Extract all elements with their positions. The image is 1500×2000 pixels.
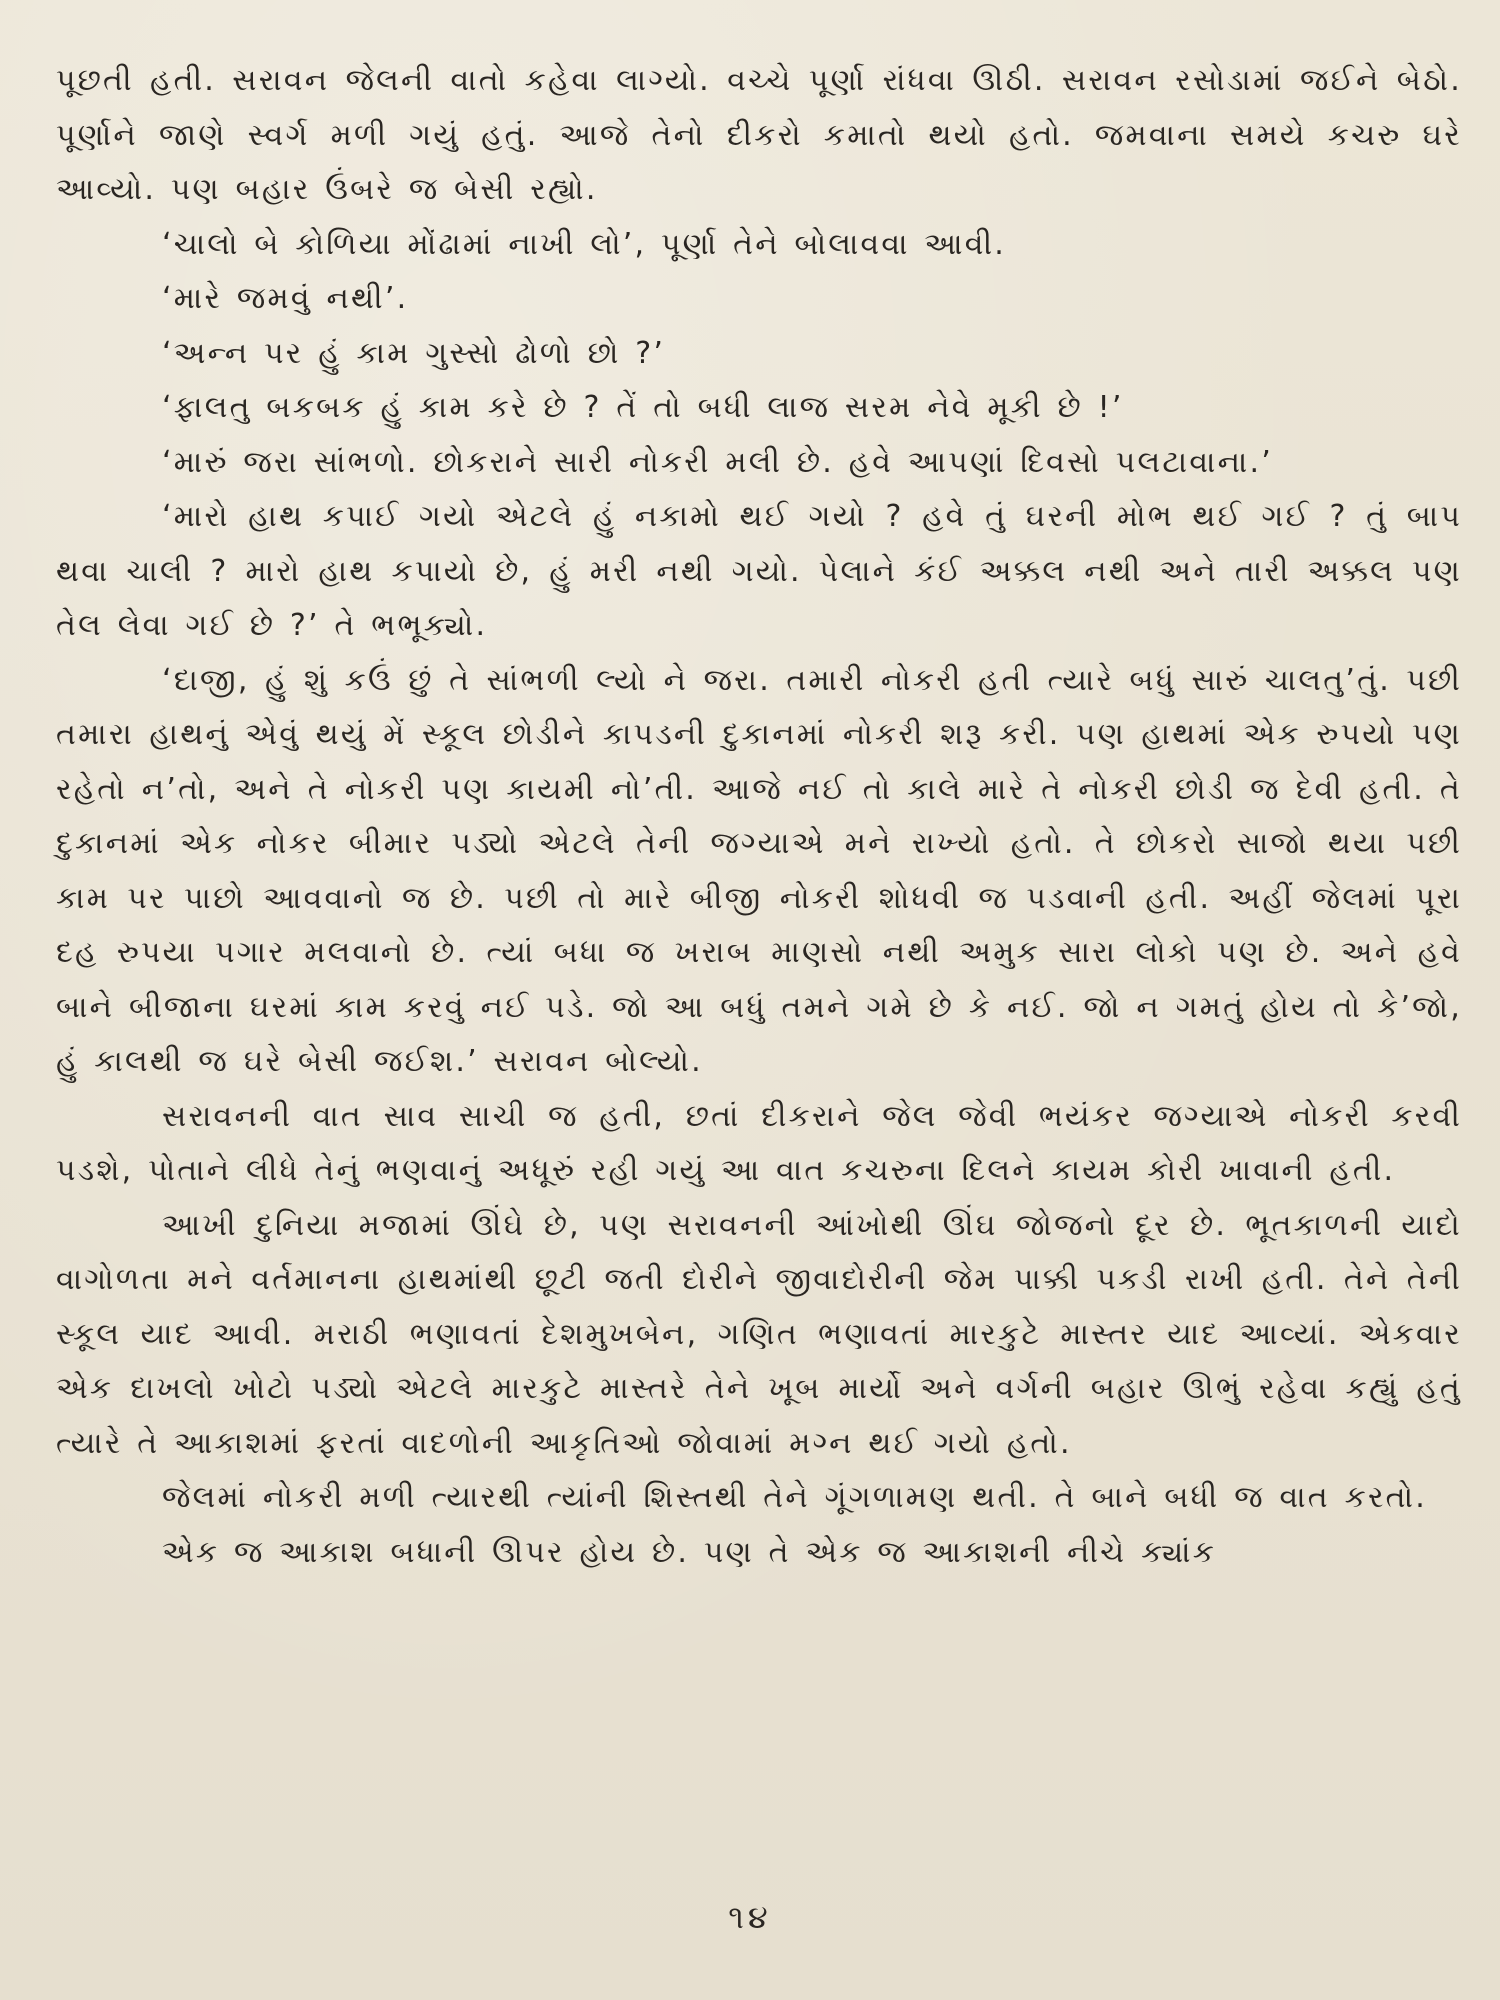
paragraph: ‘દાજી, હું શું કઉં છું તે સાંભળી લ્યો ને જરા. તમારી નોકરી હતી ત્યારે બધું સારું ચાલતુ’તું. પછી તમારા હાથનું એવું થયું મેં સ્કૂલ છોડીને કાપડની દુકાનમાં નોકરી શરૂ કરી. પણ હાથમાં એક રુપયો પણ રહેતો ન’તો, અને તે નોકરી પણ કાયમી નો’તી. આજે નઈ તો કાલે મારે તે નોકરી છોડી જ દેવી હતી. તે દુકાનમાં એક નોકર બીમાર પડ્યો એટલે તેની જગ્યાએ મને રાખ્યો હતો. તે છોકરો સાજો થયા પછી કામ પર પાછો આવવાનો જ છે. પછી તો મારે બીજી નોકરી શોધવી જ પડવાની હતી. અહીં જેલમાં પૂરા દહ રુપયા પગાર મલવાનો છે. ત્યાં બધા જ ખરાબ માણસો નથી અમુક સારા લોકો પણ છે. અને હવે બાને બીજાના ઘરમાં કામ કરવું નઈ પડે. જો આ બધું તમને ગમે છે કે નઈ. જો ન ગમતું હોય તો કે’જો, હું કાલથી જ ઘરે બેસી જઈશ.’ સરાવન બોલ્યો.: [56, 662, 1462, 1079]
paragraph: ‘મારે જમવું નથી’.: [162, 281, 409, 316]
paragraph: એક જ આકાશ બધાની ઊપર હોય છે. પણ તે એક જ આકાશની નીચે ક્યાંક: [162, 1534, 1217, 1570]
page-number: ૧૪: [728, 1898, 772, 1936]
paragraph: ‘ફાલતુ બકબક હું કામ કરે છે ? તેં તો બધી લાજ સરમ નેવે મૂકી છે !’: [162, 390, 1124, 425]
paragraph: ‘ચાલો બે કોળિયા મોંઢામાં નાખી લો’, પૂર્ણા તેને બોલાવવા આવી.: [162, 226, 1006, 262]
paragraph: ‘અન્ન પર હું કામ ગુસ્સો ઢોળો છો ?’: [162, 335, 666, 371]
paragraph: ‘મારું જરા સાંભળો. છોકરાને સારી નોકરી મલી છે. હવે આપણાં દિવસો પલટાવાના.’: [162, 444, 1273, 480]
paragraph: સરાવનની વાત સાવ સાચી જ હતી, છતાં દીકરાને જેલ જેવી ભયંકર જગ્યાએ નોકરી કરવી પડશે, પોતાને લીધે તેનું ભણવાનું અધૂરું રહી ગયું આ વાત કચરુના દિલને કાયમ કોરી ખાવાની હતી.: [56, 1098, 1462, 1188]
paragraph: પૂછતી હતી. સરાવન જેલની વાતો કહેવા લાગ્યો. વચ્ચે પૂર્ણા રાંધવા ઊઠી. સરાવન રસોડામાં જઈને બેઠો. પૂર્ણાને જાણે સ્વર્ગ મળી ગયું હતું. આજે તેનો દીકરો કમાતો થયો હતો. જમવાના સમયે કચરુ ઘરે આવ્યો. પણ બહાર ઉંબરે જ બેસી રહ્યો.: [56, 63, 1462, 207]
paragraph: આખી દુનિયા મજામાં ઊંઘે છે, પણ સરાવનની આંખોથી ઊંઘ જોજનો દૂર છે. ભૂતકાળની યાદો વાગોળતા મને વર્તમાનના હાથમાંથી છૂટી જતી દોરીને જીવાદોરીની જેમ પાક્કી પકડી રાખી હતી. તેને તેની સ્કૂલ યાદ આવી. મરાઠી ભણાવતાં દેશમુખબેન, ગણિત ભણાવતાં મારકુટે માસ્તર યાદ આવ્યાં. એકવાર એક દાખલો ખોટો પડ્યો એટલે મારકુટે માસ્તરે તેને ખૂબ માર્યો અને વર્ગની બહાર ઊભું રહેવા કહ્યું હતું ત્યારે તે આકાશમાં ફરતાં વાદળોની આકૃતિઓ જોવામાં મગ્ન થઈ ગયો હતો.: [56, 1207, 1462, 1461]
paragraph: જેલમાં નોકરી મળી ત્યારથી ત્યાંની શિસ્તથી તેને ગૂંગળામણ થતી. તે બાને બધી જ વાત કરતો.: [162, 1480, 1427, 1515]
body-text: [56, 54, 1462, 1580]
paragraph: ‘મારો હાથ કપાઈ ગયો એટલે હું નકામો થઈ ગયો ? હવે તું ઘરની મોભ થઈ ગઈ ? તું બાપ થવા ચાલી ? મારો હાથ કપાયો છે, હું મરી નથી ગયો. પેલાને કંઈ અક્કલ નથી અને તારી અક્કલ પણ તેલ લેવા ગઈ છે ?’ તે ભભૂક્યો.: [56, 499, 1462, 643]
